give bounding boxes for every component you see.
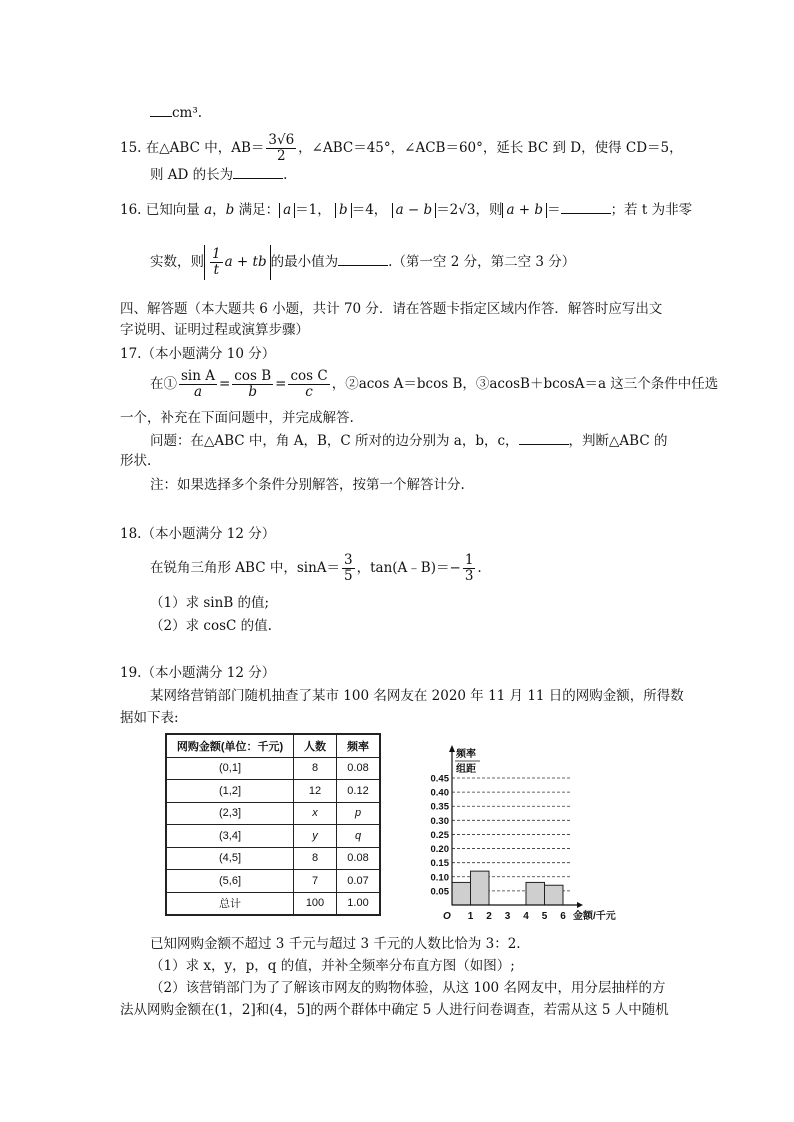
inner-fraction-num: 1 <box>212 246 221 262</box>
x-tick-label: 5 <box>541 911 548 922</box>
table-cell: (3,4] <box>166 825 294 848</box>
table-cell: 0.08 <box>337 847 381 870</box>
histogram-bar <box>526 882 545 905</box>
q15-text: 在△ABC 中，AB＝ <box>145 139 265 156</box>
q16-line1 <box>120 201 692 218</box>
answer-blank <box>561 201 611 214</box>
q17-frac-1-num: sin A <box>181 368 215 384</box>
y-tick-label: 0.15 <box>430 858 449 870</box>
q19-after3: （2）该营销部门为了了解该市网友的购物体验，从这 100 名网友中，用分层抽样的方 <box>150 980 666 996</box>
y-tick-label: 0.40 <box>430 787 449 799</box>
inner-fraction <box>210 247 223 278</box>
q16-comma: ， <box>212 202 226 218</box>
table-row <box>166 802 380 825</box>
q16-number: 16. <box>120 202 142 218</box>
table-cell: (1,2] <box>166 780 294 803</box>
q15-line2-text: 则 AD 的长为 <box>150 167 234 183</box>
q18-header: 18.（本小题满分 12 分） <box>120 526 276 542</box>
table-header-row <box>166 734 380 757</box>
x-tick-label: 2 <box>486 911 492 922</box>
q17-line3a: 问题：在△ABC 中，角 A，B，C 所对的边分别为 a，b，c， <box>150 433 519 449</box>
abs-expression <box>204 245 271 280</box>
top-line <box>150 104 202 121</box>
x-tick-label: 1 <box>467 911 474 922</box>
q16-line2 <box>150 245 575 280</box>
table-cell: 8 <box>294 757 337 780</box>
table-cell: 7 <box>294 870 337 893</box>
q18-line1 <box>150 553 482 584</box>
table-cell: 12 <box>294 780 337 803</box>
q17-eq-2: = <box>275 375 287 392</box>
q16-eq2: ＝4， <box>351 202 388 218</box>
q18-frac-1 <box>342 553 355 584</box>
abs-a-minus-b: a − b <box>392 203 437 218</box>
q17-line2: 一个，补充在下面问题中，并完成解答. <box>120 410 354 426</box>
histogram-bar <box>545 885 564 905</box>
table-row <box>166 892 380 915</box>
table-cell: (0,1] <box>166 757 294 780</box>
table-cell: (2,3] <box>166 802 294 825</box>
unit-text: cm³. <box>172 105 203 121</box>
q19-after4: 法从网购金额在(1，2]和(4，5]的两个群体中确定 5 人进行问卷调查，若需从这 5 人中随机 <box>120 1002 669 1018</box>
table-row <box>166 780 380 803</box>
y-tick-label: 0.05 <box>430 886 449 898</box>
table-cell: y <box>294 825 337 848</box>
table-cell: 总计 <box>166 892 294 915</box>
q19-after2: （1）求 x，y，p，q 的值，并补全频率分布直方图（如图）; <box>150 958 515 974</box>
q18-lead: 在锐角三角形 ABC 中，sinA＝ <box>150 559 341 576</box>
q16-tail: ；若 t 为非零 <box>610 202 693 218</box>
q19-after1: 已知网购金额不超过 3 千元与超过 3 千元的人数比恰为 3：2. <box>150 936 521 952</box>
table-cell: x <box>294 802 337 825</box>
q16-eq1: ＝1， <box>295 202 331 218</box>
q16-line2-end: .（第一空 2 分，第二空 3 分） <box>388 253 576 270</box>
q17-frac-1 <box>179 369 217 400</box>
q17-frac-3-num: cos C <box>290 368 328 384</box>
table-header-cell: 频率 <box>337 734 381 757</box>
q18-sub2: （2）求 cosC 的值. <box>150 618 272 634</box>
data-table <box>165 733 381 916</box>
q17-rest: ，②acos A＝bcos B，③acosB＋bcosA＝a 这三个条件中任选 <box>331 375 719 392</box>
table-cell: 0.07 <box>337 870 381 893</box>
vector-b: b <box>225 202 235 218</box>
inner-rest: a + tb <box>224 253 267 270</box>
q17-header: 17.（本小题满分 10 分） <box>120 346 276 362</box>
q15-line2-end: . <box>283 167 288 183</box>
q17-line3 <box>150 432 667 449</box>
section4-line1: 四、解答题（本大题共 6 小题，共计 70 分．请在答题卡指定区域内作答．解答时应写出文 <box>120 301 663 317</box>
abs-b: b <box>335 203 352 218</box>
q16-cond-lead: 满足： <box>238 202 280 218</box>
q18-frac-1-den: 5 <box>344 567 353 584</box>
answer-blank <box>150 104 172 117</box>
q17-frac-2-den: b <box>248 383 258 400</box>
x-tick-label: 6 <box>560 911 566 922</box>
table-row <box>166 870 380 893</box>
histogram-bar <box>452 882 471 905</box>
table-cell: 0.08 <box>337 757 381 780</box>
y-tick-label: 0.20 <box>430 844 449 856</box>
table-cell: 0.12 <box>337 780 381 803</box>
table-cell: p <box>337 802 381 825</box>
q17-frac-3 <box>288 369 329 400</box>
q17-line3b: ，判断△ABC 的 <box>568 433 668 449</box>
table-cell: (4,5] <box>166 847 294 870</box>
q18-frac-2 <box>463 553 476 584</box>
frequency-histogram <box>420 740 640 925</box>
y-label-bottom: 组距 <box>456 764 476 775</box>
table-row <box>166 825 380 848</box>
table-row <box>166 847 380 870</box>
table-header-cell: 网购金额(单位：千元) <box>166 734 294 757</box>
x-tick-label: 3 <box>504 911 511 922</box>
q17-line4: 形状. <box>120 453 152 469</box>
q15-fraction <box>266 133 296 164</box>
table-cell: 100 <box>294 892 337 915</box>
y-axis-arrow <box>449 745 455 752</box>
q16-text: 已知向量 <box>145 202 200 218</box>
q17-frac-1-den: a <box>193 383 203 400</box>
q18-frac-2-num: 1 <box>464 552 474 568</box>
abs-a: a <box>279 203 295 218</box>
q16-eq3: ＝2√3，则 <box>436 202 503 218</box>
q15-fraction-num: 3√6 <box>268 132 295 148</box>
q17-lead: 在① <box>150 375 177 392</box>
vector-a: a <box>204 202 213 218</box>
q15-text-2: ，∠ABC＝45°，∠ACB＝60°，延长 BC 到 D，使得 CD＝5， <box>298 139 683 156</box>
answer-blank <box>338 253 388 266</box>
q15-line2 <box>150 166 287 183</box>
q16-line2-lead: 实数，则 <box>150 253 204 270</box>
abs-a-plus-b: a + b <box>502 203 547 218</box>
y-label-top: 频率 <box>456 749 476 760</box>
table-cell: q <box>337 825 381 848</box>
table-header-cell: 人数 <box>294 734 337 757</box>
q16-line2-mid: 的最小值为 <box>270 253 339 270</box>
y-tick-label: 0.25 <box>430 829 449 841</box>
q18-end: . <box>477 559 482 576</box>
y-tick-label: 0.30 <box>430 815 449 827</box>
table-cell: 8 <box>294 847 337 870</box>
y-tick-label: 0.35 <box>430 801 449 813</box>
q19-header: 19.（本小题满分 12 分） <box>120 665 276 681</box>
q19-line2: 据如下表: <box>120 710 179 726</box>
answer-blank <box>233 166 283 179</box>
q17-line1 <box>150 369 718 400</box>
table-cell: 1.00 <box>337 892 381 915</box>
origin-label: O <box>443 911 451 922</box>
q17-frac-3-den: c <box>305 383 313 400</box>
q18-mid: ，tan(A﹣B)＝− <box>356 559 461 576</box>
table-row <box>166 757 380 780</box>
x-axis-arrow <box>577 902 583 908</box>
q15-fraction-den: 2 <box>276 147 286 164</box>
table-cell: (5,6] <box>166 870 294 893</box>
y-tick-label: 0.10 <box>430 872 449 884</box>
y-tick-label: 0.45 <box>430 773 449 785</box>
q16-eq4: ＝ <box>547 202 561 218</box>
x-axis-label: 金额/千元 <box>573 911 616 922</box>
histogram-bar <box>471 871 490 905</box>
q17-frac-2 <box>232 369 273 400</box>
x-tick-label: 4 <box>523 911 529 922</box>
q19-line1: 某网络营销部门随机抽查了某市 100 名网友在 2020 年 11 月 11 日的网购金额，所得数 <box>150 688 684 704</box>
q15-line1 <box>120 133 683 164</box>
answer-blank <box>519 432 569 445</box>
inner-fraction-den: t <box>213 261 220 278</box>
q17-note: 注：如果选择多个条件分别解答，按第一个解答计分. <box>150 477 465 493</box>
q17-eq-1: = <box>218 375 231 392</box>
q15-number: 15. <box>120 139 142 156</box>
q17-frac-2-num: cos B <box>234 368 272 384</box>
section4-line2: 字说明、证明过程或演算步骤） <box>120 322 309 338</box>
q18-frac-1-num: 3 <box>344 552 353 568</box>
q18-frac-2-den: 3 <box>464 567 474 584</box>
q18-sub1: （1）求 sinB 的值; <box>150 595 270 611</box>
